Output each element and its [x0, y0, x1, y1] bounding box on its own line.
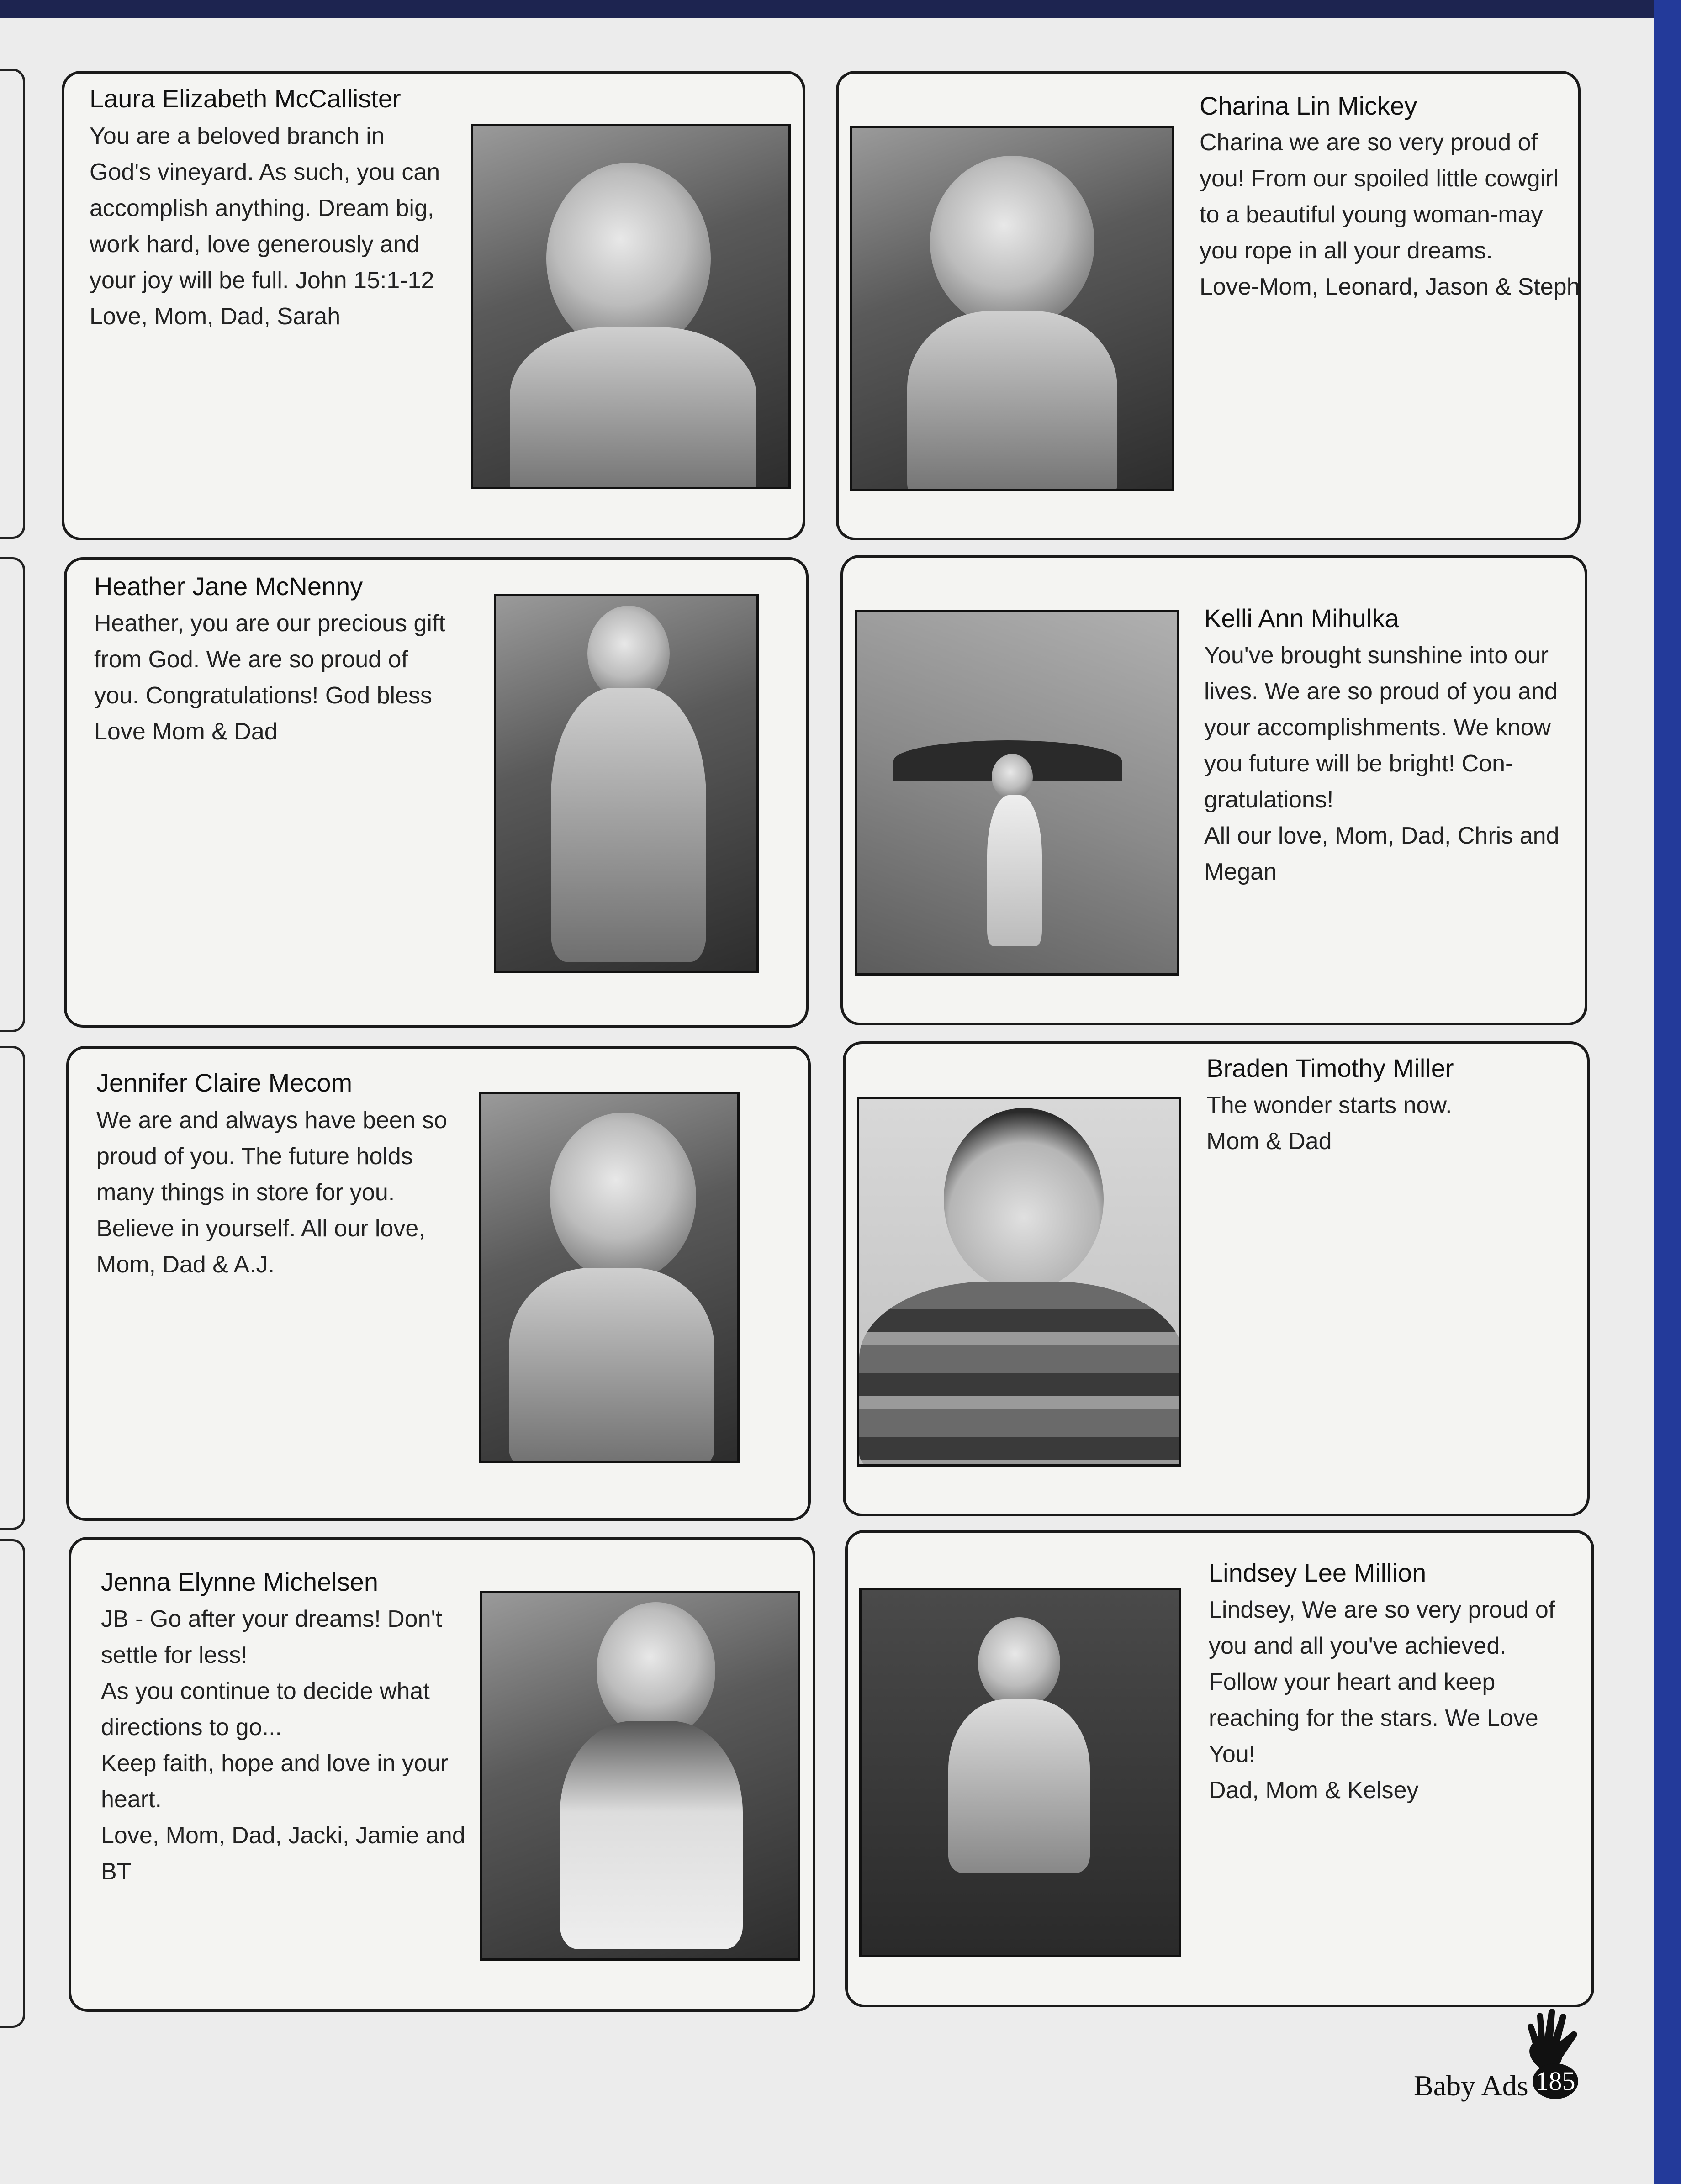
baby-ad-card	[62, 71, 805, 540]
binder-cover-edge	[1654, 0, 1681, 2184]
facing-page-card-edge	[0, 1539, 25, 2028]
baby-ad-card	[69, 1537, 815, 2012]
baby-ad-card	[843, 1041, 1590, 1516]
section-label: Baby Ads	[1414, 2069, 1528, 2102]
facing-page-card-edge	[0, 69, 25, 539]
ad-name: Jennifer Claire Mecom	[96, 1068, 353, 1097]
baby-ad-card	[840, 555, 1587, 1025]
baby-ad-card	[836, 71, 1581, 540]
ad-name: Lindsey Lee Million	[1209, 1558, 1427, 1587]
ad-name: Kelli Ann Mihulka	[1204, 604, 1399, 633]
ad-message: You've brought sunshine into our lives. We are so proud of you and your accomplishments. We know you future will be bright! Con- gratulations! All our love, Mom, Dad, Chris and Megan	[1204, 642, 1559, 885]
baby-photo	[850, 126, 1174, 491]
ad-message: You are a beloved branch in God's vineyard. As such, you can accomplish anything. Dream big, work hard, love generously and your joy will be full. John 15:1-12 Love, Mom, Dad, Sarah	[90, 123, 440, 330]
ad-message: Heather, you are our precious gift from God. We are so proud of you. Congratulations! God bless Love Mom & Dad	[94, 610, 445, 745]
ad-name: Charina Lin Mickey	[1200, 91, 1417, 120]
baby-photo	[480, 1591, 800, 1961]
ad-message: JB - Go after your dreams! Don't settle for less! As you continue to decide what directions to go... Keep faith, hope and love in your heart. Love, Mom, Dad, Jacki, Jamie and BT	[101, 1606, 465, 1885]
baby-photo	[855, 610, 1179, 976]
facing-page-card-edge	[0, 1046, 25, 1530]
baby-photo	[471, 124, 791, 489]
ad-name: Heather Jane McNenny	[94, 572, 363, 601]
ad-message: Lindsey, We are so very proud of you and all you've achieved. Follow your heart and keep reaching for the stars. We Love You! Dad, Mom & Kelsey	[1209, 1597, 1555, 1804]
ad-message: The wonder starts now. Mom & Dad	[1206, 1092, 1452, 1155]
ad-message: We are and always have been so proud of you. The future holds many things in store for you. Believe in yourself. All our love, Mom, Dad & A.J.	[96, 1107, 447, 1278]
baby-ad-card	[64, 557, 809, 1028]
baby-photo	[859, 1588, 1181, 1957]
baby-photo	[857, 1097, 1181, 1467]
baby-ad-card	[845, 1530, 1594, 2007]
ad-name: Laura Elizabeth McCallister	[90, 84, 401, 113]
baby-ad-card	[66, 1046, 811, 1521]
baby-photo	[494, 594, 759, 973]
ad-name: Braden Timothy Miller	[1206, 1054, 1454, 1082]
baby-photo	[479, 1092, 740, 1463]
page-number: 185	[1533, 2063, 1578, 2099]
ad-name: Jenna Elynne Michelsen	[101, 1567, 379, 1596]
page-top-edge	[0, 0, 1654, 18]
facing-page-card-edge	[0, 557, 25, 1032]
ad-message: Charina we are so very proud of you! From our spoiled little cowgirl to a beautiful young woman-may you rope in all your dreams. Love-Mom, Leonard, Jason & Steph	[1200, 129, 1580, 300]
